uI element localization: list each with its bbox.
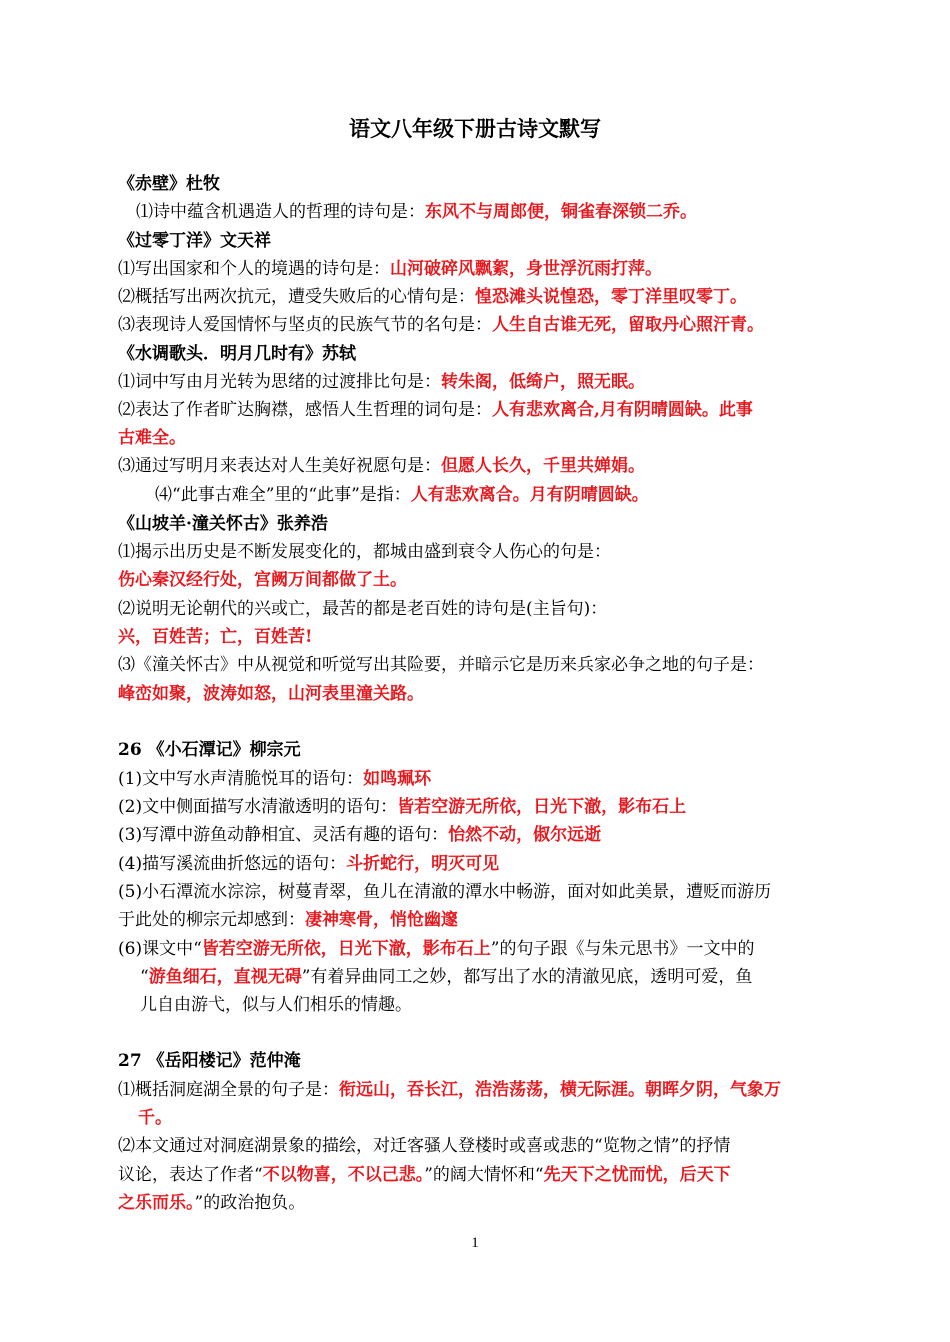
page-title: 语文八年级下册古诗文默写 <box>349 116 601 141</box>
answer-text: 不以物喜，不以己悲。 <box>262 1165 425 1185</box>
answer-text: 山河破碎风飘絮，身世浮沉雨打萍。 <box>390 259 662 279</box>
answer-text: 怡然不动，俶尔远逝 <box>448 825 602 845</box>
question-line <box>118 255 662 283</box>
question-line <box>118 850 499 878</box>
question-line <box>118 1189 305 1217</box>
question-text: ⑵说明无论朝代的兴或亡，最苦的都是老百姓的诗句是(主旨句)： <box>118 599 608 619</box>
answer-text: 转朱阁，低绮户，照无眠。 <box>441 372 645 392</box>
answer-text: 之乐而乐。 <box>118 1193 195 1213</box>
question-text: ⑵概括写出两次抗元，遭受失败后的心情句是： <box>118 287 475 307</box>
question-text: ⑶表现诗人爱国情怀与坚贞的民族气节的名句是： <box>118 315 492 335</box>
question-text: ⑵表达了作者旷达胸襟，感悟人生哲理的词句是： <box>118 400 492 420</box>
question-line <box>118 311 764 339</box>
question-text: ⑶通过写明月来表达对人生美好祝愿句是： <box>118 456 441 476</box>
page-number: 1 <box>471 1235 479 1251</box>
question-line <box>118 452 645 480</box>
answer-text: 游鱼细石，直视无碍 <box>148 967 302 987</box>
answer-text: 斗折蛇行，明灭可见 <box>346 854 500 874</box>
answer-text: 兴，百姓苦；亡，百姓苦! <box>118 627 313 647</box>
question-text: (2)文中侧面描写水清澈透明的语句： <box>118 797 398 817</box>
question-line <box>118 1161 731 1189</box>
question-text: (3)写潭中游鱼动静相宜、灵活有趣的语句： <box>118 825 449 845</box>
section-heading-yueyanglouji: 27 《岳阳楼记》范仲淹 <box>118 1051 301 1071</box>
question-text: 儿自由游弋，似与人们相乐的情趣。 <box>140 995 412 1015</box>
section-heading-guolingdingyang: 《过零丁洋》文天祥 <box>118 231 271 251</box>
section-heading-xiaoshitanji: 26 《小石潭记》柳宗元 <box>118 740 301 760</box>
question-line <box>118 906 458 934</box>
answer-text: 惶恐滩头说惶恐，零丁洋里叹零丁。 <box>475 287 747 307</box>
answer-text: 衔远山，吞长江，浩浩荡荡，横无际涯。朝晖夕阴，气象万 <box>339 1080 781 1100</box>
answer-text: 人有悲欢离合,月有阴晴圆缺。此事 <box>492 400 753 420</box>
question-line <box>155 481 649 509</box>
question-text: (6)课文中“ <box>118 939 202 959</box>
question-line <box>140 963 752 991</box>
question-text: ”的政治抱负。 <box>194 1193 306 1213</box>
answer-text: 峰峦如聚，波涛如怒，山河表里潼关路。 <box>118 684 424 704</box>
question-text: 议论，表达了作者“ <box>118 1165 263 1185</box>
question-text: (4)描写溪流曲折悠远的语句： <box>118 854 347 874</box>
question-text: ⑷“此事古难全”里的“此事”是指： <box>155 485 411 505</box>
question-text: ⑵本文通过对洞庭湖景象的描绘，对迁客骚人登楼时或喜或悲的“览物之情”的抒情 <box>118 1136 731 1156</box>
question-line <box>118 368 645 396</box>
answer-text: 凄神寒骨，悄怆幽邃 <box>305 910 458 930</box>
question-text: (5)小石潭流水淙淙，树蔓青翠，鱼儿在清澈的潭水中畅游，面对如此美景，遭贬而游历 <box>118 882 772 902</box>
answer-text: 先天下之忧而忧，后天下 <box>543 1165 731 1185</box>
question-text: ⑴揭示出历史是不断发展变化的，都城由盛到衰令人伤心的句是： <box>118 542 611 562</box>
question-text: (1)文中写水声清脆悦耳的语句： <box>118 769 364 789</box>
answer-text: 人有悲欢离合。月有阴晴圆缺。 <box>410 485 649 505</box>
answer-continuation: 古难全。 <box>118 428 186 448</box>
question-text: “ <box>140 967 149 987</box>
question-text: ⑴词中写由月光转为思绪的过渡排比句是： <box>118 372 441 392</box>
answer-text: 皆若空游无所依，日光下澈，影布石上 <box>201 939 491 959</box>
answer-continuation: 千。 <box>138 1108 172 1128</box>
section-heading-shanpoyang: 《山坡羊·潼关怀古》张养浩 <box>118 514 328 534</box>
question-text: ⑴写出国家和个人的境遇的诗句是： <box>118 259 390 279</box>
question-line <box>118 1076 781 1104</box>
answer-text: 伤心秦汉经行处，宫阙万间都做了土。 <box>118 570 407 590</box>
question-text: ”的句子跟《与朱元思书》一文中的 <box>490 939 755 959</box>
question-line <box>118 396 753 424</box>
question-text: ⑶《潼关怀古》中从视觉和听觉写出其险要，并暗示它是历来兵家必争之地的句子是： <box>118 655 764 675</box>
question-line <box>136 198 697 226</box>
answer-text: 但愿人长久，千里共婵娟。 <box>441 456 645 476</box>
answer-text: 如鸣珮环 <box>363 769 432 789</box>
question-text: 于此处的柳宗元却感到： <box>118 910 305 930</box>
question-line <box>118 283 747 311</box>
section-heading-chibi: 《赤壁》杜牧 <box>118 174 220 194</box>
section-heading-shuidiaogetou: 《水调歌头．明月几时有》苏轼 <box>118 344 356 364</box>
question-text: ⑴诗中蕴含机遇造人的哲理的诗句是： <box>136 202 425 222</box>
question-line <box>118 765 431 793</box>
answer-text: 皆若空游无所依，日光下澈，影布石上 <box>397 797 687 817</box>
question-line <box>118 935 754 963</box>
answer-text: 东风不与周郎便，铜雀春深锁二乔。 <box>425 202 697 222</box>
question-line <box>118 793 686 821</box>
question-text: ⑴概括洞庭湖全景的句子是： <box>118 1080 339 1100</box>
answer-text: 人生自古谁无死，留取丹心照汗青。 <box>492 315 764 335</box>
question-line <box>118 821 601 849</box>
question-text: ”的阔大情怀和“ <box>424 1165 544 1185</box>
question-text: ”有着异曲同工之妙，都写出了水的清澈见底，透明可爱，鱼 <box>301 967 753 987</box>
